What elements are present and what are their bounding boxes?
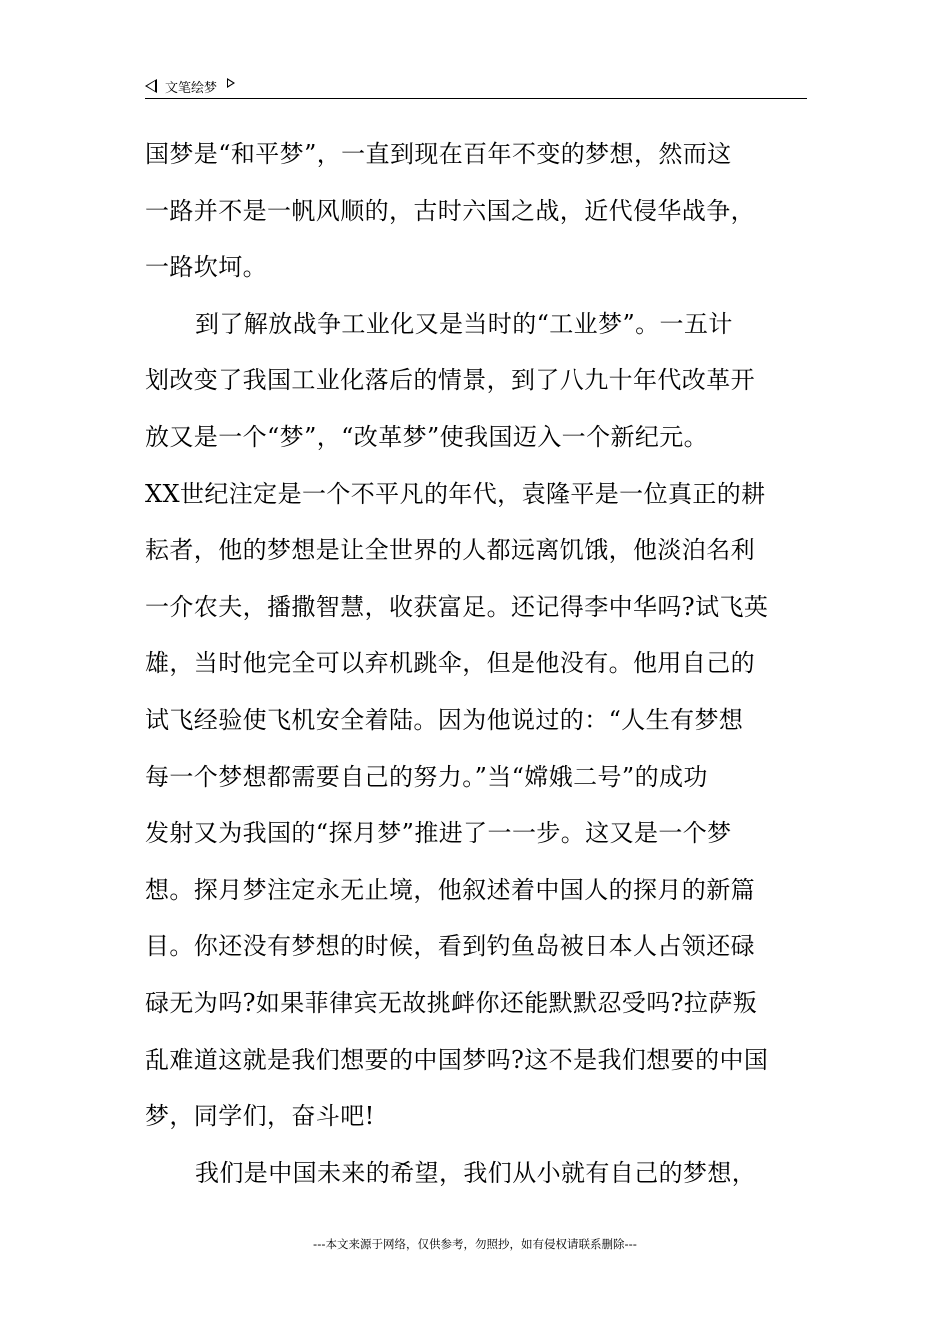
page-header [145,74,807,98]
triangle-left-icon [145,79,157,93]
text-line: 想。探月梦注定永无止境，他叙述着中国人的探月的新篇 [145,875,755,904]
body-text [145,126,825,1201]
text-line: 到了解放战争工业化又是当时的“工业梦”。一五计 [195,309,733,338]
text-line: 国梦是“和平梦”，一直到现在百年不变的梦想，然而这 [145,140,732,168]
text-line: 试飞经验使飞机安全着陆。因为他说过的：“人生有梦想 [145,705,744,734]
text-line: 划改变了我国工业化落后的情景，到了八九十年代改革开 [145,366,755,395]
header-divider [145,98,807,99]
text-line: 一路并不是一帆风顺的，古时六国之战，近代侵华战争， [145,196,755,225]
text-line: 放又是一个“梦”，“改革梦”使我国迈入一个新纪元。 [145,422,709,451]
text-line: 乱难道这就是我们想要的中国梦吗?这不是我们想要的中国 [145,1045,769,1074]
header-title: 文笔绘梦 [165,80,218,96]
triangle-right-icon [227,78,235,88]
text-line: 每一个梦想都需要自己的努力。”当“嫦娥二号”的成功 [145,762,708,791]
text-line: 碌无为吗?如果菲律宾无故挑衅你还能默默忍受吗?拉萨叛 [145,988,758,1017]
text-line: 雄，当时他完全可以弃机跳伞，但是他没有。他用自己的 [145,649,755,678]
text-line: 梦，同学们，奋斗吧! [145,1102,375,1131]
text-line: 一路坎坷。 [145,253,267,282]
text-line: XX世纪注定是一个不平凡的年代，袁隆平是一位真正的耕 [145,479,766,508]
text-line: 我们是中国未来的希望，我们从小就有自己的梦想， [195,1158,757,1187]
text-line: 一介农夫，播撒智慧，收获富足。还记得李中华吗?试飞英 [145,592,769,621]
text-line: 耘者，他的梦想是让全世界的人都远离饥饿，他淡泊名利 [145,536,755,565]
footer-disclaimer: ---本文来源于网络，仅供参考，勿照抄，如有侵权请联系删除--- [313,1237,637,1251]
text-line: 发射又为我国的“探月梦”推进了一一步。这又是一个梦 [145,819,732,848]
text-line: 目。你还没有梦想的时候，看到钓鱼岛被日本人占领还碌 [145,932,755,961]
